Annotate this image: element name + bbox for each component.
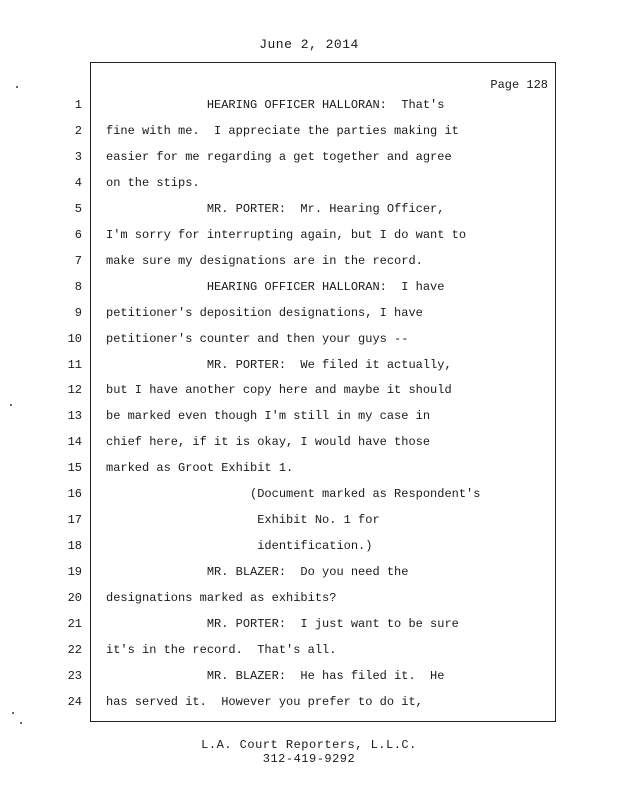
line-number: 4 bbox=[74, 175, 82, 190]
transcript-line: on the stips. bbox=[106, 175, 200, 190]
transcript-line: but I have another copy here and maybe it should bbox=[106, 383, 452, 398]
transcript-line: petitioner's counter and then your guys -- bbox=[106, 331, 409, 346]
line-number: 13 bbox=[67, 409, 82, 424]
page-number: Page 128 bbox=[490, 78, 548, 92]
transcript-line: be marked even though I'm still in my case in bbox=[106, 409, 431, 424]
line-number: 17 bbox=[67, 513, 82, 528]
transcript-line: marked as Groot Exhibit 1. bbox=[106, 461, 294, 476]
line-number: 18 bbox=[67, 539, 82, 554]
line-number: 5 bbox=[74, 201, 82, 216]
line-number: 19 bbox=[67, 565, 82, 580]
line-number: 9 bbox=[74, 305, 82, 320]
line-number: 10 bbox=[67, 331, 82, 346]
line-number: 24 bbox=[67, 694, 82, 709]
transcript-line: MR. PORTER: Mr. Hearing Officer, bbox=[106, 201, 445, 216]
transcript-date: June 2, 2014 bbox=[259, 37, 359, 52]
line-number: 21 bbox=[67, 617, 82, 631]
transcript-line: Exhibit No. 1 for bbox=[106, 513, 380, 528]
line-number: 11 bbox=[67, 357, 82, 372]
scan-speck bbox=[10, 404, 12, 406]
transcript-line: HEARING OFFICER HALLORAN: That's bbox=[106, 98, 445, 112]
scan-speck bbox=[20, 722, 22, 724]
transcript-line: identification.) bbox=[106, 539, 373, 554]
transcript-line: petitioner's deposition designations, I have bbox=[106, 305, 423, 320]
transcript-line: designations marked as exhibits? bbox=[106, 591, 337, 605]
line-number: 1 bbox=[74, 98, 82, 112]
line-number: 8 bbox=[74, 279, 82, 294]
line-number: 15 bbox=[67, 461, 82, 476]
transcript-line: chief here, if it is okay, I would have those bbox=[106, 435, 431, 450]
transcript-line: make sure my designations are in the record. bbox=[106, 253, 423, 268]
line-number: 14 bbox=[67, 435, 82, 450]
line-number: 22 bbox=[67, 642, 82, 657]
line-number: 16 bbox=[67, 487, 82, 502]
transcript-line: fine with me. I appreciate the parties making it bbox=[106, 124, 459, 138]
line-number: 23 bbox=[67, 668, 82, 683]
footer-phone: 312-419-9292 bbox=[262, 752, 356, 766]
transcript-line: it's in the record. That's all. bbox=[106, 642, 337, 657]
scan-speck bbox=[12, 712, 14, 714]
line-number: 6 bbox=[74, 227, 82, 242]
line-number: 7 bbox=[74, 253, 82, 268]
transcript-line: MR. PORTER: I just want to be sure bbox=[106, 617, 459, 631]
transcript-line: (Document marked as Respondent's bbox=[106, 487, 481, 502]
transcript-line: MR. BLAZER: Do you need the bbox=[106, 565, 409, 580]
transcript-line: MR. PORTER: We filed it actually, bbox=[106, 357, 452, 372]
footer-company: L.A. Court Reporters, L.L.C. bbox=[201, 738, 417, 752]
transcript-line: easier for me regarding a get together and agree bbox=[106, 149, 452, 164]
transcript-line: HEARING OFFICER HALLORAN: I have bbox=[106, 279, 445, 294]
transcript-line: has served it. However you prefer to do it, bbox=[106, 694, 423, 709]
transcript-line: I'm sorry for interrupting again, but I do want to bbox=[106, 227, 467, 242]
line-number: 2 bbox=[74, 124, 82, 138]
line-number: 12 bbox=[67, 383, 82, 398]
line-number: 20 bbox=[67, 591, 82, 605]
line-number: 3 bbox=[74, 149, 82, 164]
scan-speck bbox=[16, 86, 18, 88]
transcript-line: MR. BLAZER: He has filed it. He bbox=[106, 668, 445, 683]
